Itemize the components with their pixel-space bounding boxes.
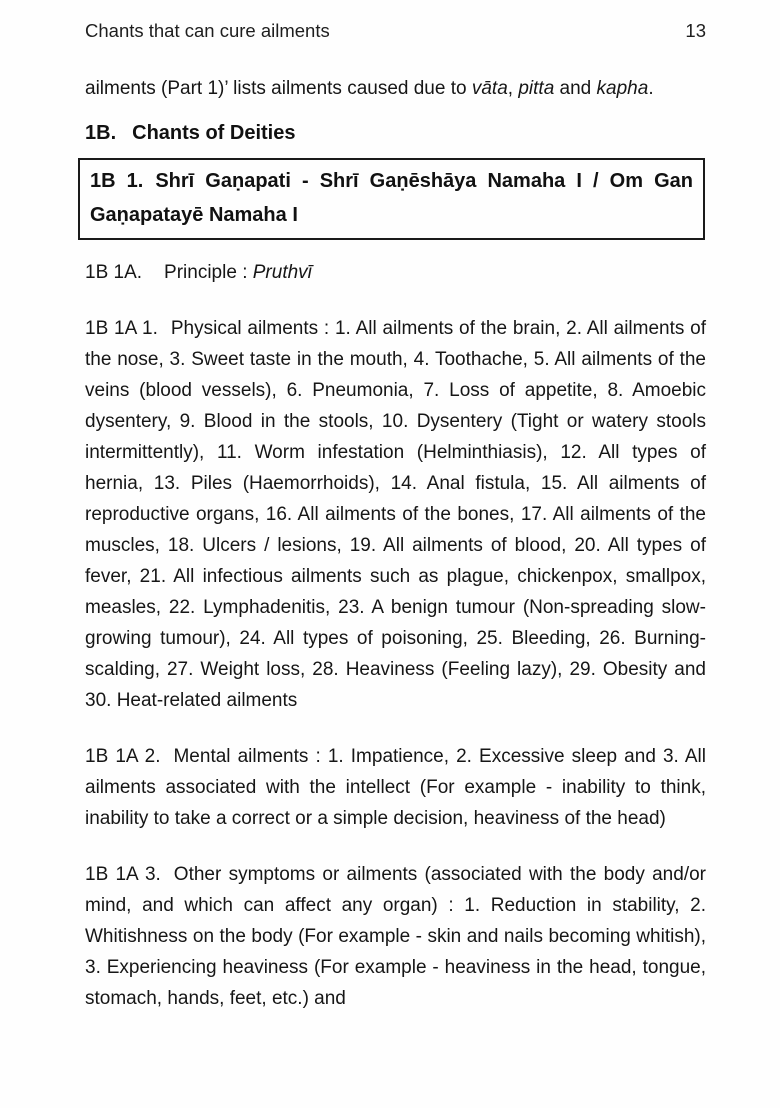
paragraph-body: Physical ailments : 1. All ailments of the brain, 2. All ailments of the nose, 3. Sweet taste in the mouth, 4. Toothache, 5. All ailments of the veins (blood vessels), 6. Pneumonia, 7. Loss of appetite, 8. Amoebic dysentery, 9. Blood in the stools, 10. Dysentery (Tight or watery stools intermittently), 11. Worm infestation (Helminthiasis), 12. All types of hernia, 13. Piles (Haemorrhoids), 14. Anal fistula, 15. All ailments of reproductive organs, 16. All ailments of the bones, 17. All ailments of the muscles, 18. Ulcers / lesions, 19. All ailments of blood, 20. All types of fever, 21. All infectious ailments such as plague, chickenpox, smallpox, measles, 22. Lymphadenitis, 23. A benign tumour (Non-spreading slow-growing tumour), 24. All types of poisoning, 25. Bleeding, 26. Burning-scalding, 27. Weight loss, 28. Heaviness (Feeling lazy), 29. Obesity and 30. Heat-related ailments	[85, 318, 707, 711]
paragraph-label: 1B 1A 2.	[85, 746, 161, 767]
section-heading	[85, 122, 706, 145]
chant-heading-box	[78, 158, 705, 240]
section-heading-number: 1B.	[85, 122, 117, 144]
paragraph-mental-ailments	[85, 741, 706, 834]
paragraph-physical-ailments	[85, 313, 706, 716]
running-title: Chants that can cure ailments	[85, 20, 330, 41]
principle-line	[85, 257, 706, 288]
principle-text: Principle :	[164, 262, 253, 283]
paragraph-body: Other symptoms or ailments (associated with the body and/or mind, and which can affect any organ) : 1. Reduction in stability, 2. Whitishness on the body (For example - skin and nails becoming whitish), 3. Experiencing heaviness (For example - heaviness in the head, tongue, stomach, hands, feet, etc.) and	[85, 864, 706, 1009]
paragraph-body: Mental ailments : 1. Impatience, 2. Excessive sleep and 3. All ailments associated with the intellect (For example - inability to think, inability to take a correct or a simple decision, heaviness of the head)	[85, 746, 706, 829]
paragraph-label: 1B 1A 1.	[85, 318, 158, 339]
section-heading-title: Chants of Deities	[132, 122, 296, 144]
term-kapha: kapha	[596, 78, 649, 99]
page-number: 13	[685, 20, 706, 41]
intro-sep-2: and	[554, 78, 597, 99]
paragraph-label: 1B 1A 3.	[85, 864, 161, 885]
intro-text-1: ailments (Part 1)’ lists ailments caused due to	[85, 78, 472, 99]
term-vata: vāta	[471, 78, 508, 99]
intro-end: .	[648, 78, 654, 99]
principle-label: 1B 1A.	[85, 262, 143, 283]
intro-paragraph	[85, 73, 706, 104]
page-header	[85, 20, 706, 42]
chant-number: 1B 1.	[90, 170, 144, 192]
chant-title: Shrī Gaṇapati - Shrī Gaṇēshāya Namaha I / Om Gan Gaṇapatayē Namaha I	[90, 170, 693, 226]
principle-value: Pruthvī	[252, 262, 312, 283]
paragraph-other-symptoms	[85, 859, 706, 1014]
intro-sep-1: ,	[507, 78, 519, 99]
term-pitta: pitta	[518, 78, 555, 99]
